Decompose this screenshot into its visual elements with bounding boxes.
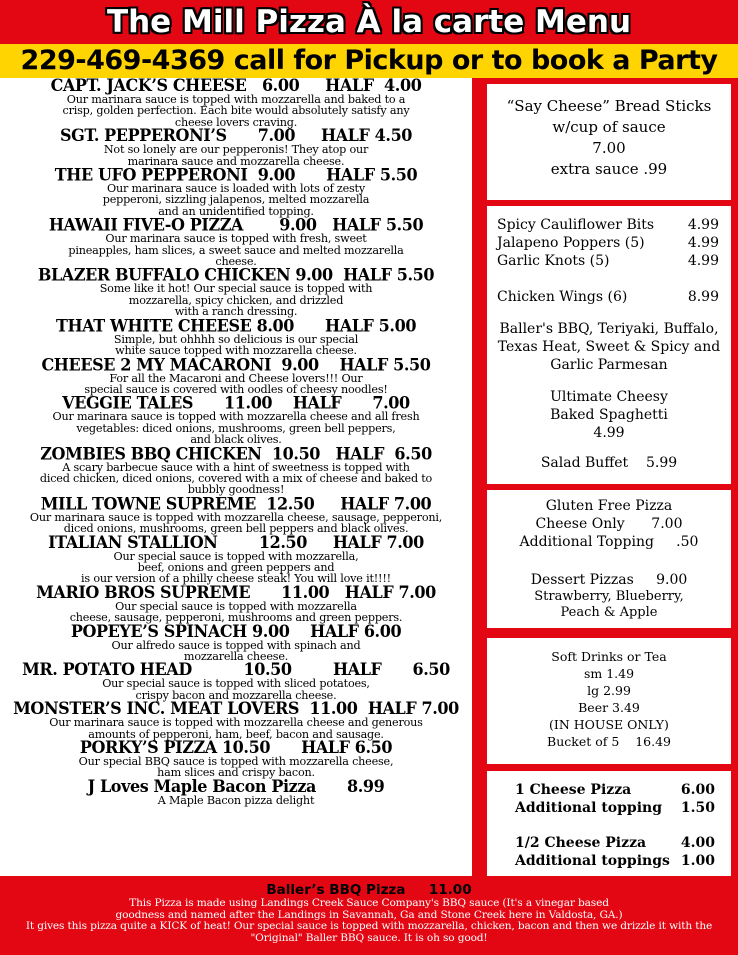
pizza-description: beef, onions and green peppers and <box>137 560 335 574</box>
pizza-description: Our special sauce is topped with sliced potatoes, <box>102 677 370 691</box>
pizza-description: cheese. <box>215 255 257 269</box>
gluten-title: Gluten Free Pizza <box>545 498 673 514</box>
drink-bucket: Bucket of 5 16.49 <box>547 734 671 749</box>
pizza-name: ZOMBIES BBQ CHICKEN 10.50 HALF 6.50 <box>40 443 432 463</box>
pizza-item <box>0 493 472 536</box>
drinks-title: Soft Drinks or Tea <box>551 649 667 664</box>
pizza-name: CAPT. JACK’S CHEESE 6.00 HALF 4.00 <box>50 78 422 96</box>
pizza-item <box>0 659 472 702</box>
pizza-description: mozzarella cheese. <box>183 650 289 663</box>
pizza-name: BLAZER BUFFALO CHICKEN 9.00 HALF 5.50 <box>37 264 435 285</box>
pizza-description: and an unidentified topping. <box>158 204 314 218</box>
pizza-description: and black olives. <box>190 433 282 447</box>
dessert-flavors: Peach & Apple <box>560 605 658 620</box>
pizza-description: is our version of a philly cheese steak! You will love it!!!! <box>81 572 391 586</box>
ballers-text: This Pizza is made using Landings Creek Sauce Company's BBQ sauce (It's a vinegar based <box>129 897 609 909</box>
pizza-description: diced chicken, diced onions, covered with a mix of cheese and baked to <box>39 471 433 485</box>
drink-lg: lg 2.99 <box>587 683 631 698</box>
salad-buffet: Salad Buffet 5.99 <box>540 455 678 471</box>
pizza-description: white sauce topped with mozzarella cheese. <box>115 344 357 358</box>
sides-box <box>487 206 731 484</box>
pizza-description: with a ranch dressing. <box>174 305 298 319</box>
pizza-description: mozzarella, spicy chicken, and drizzled <box>128 293 344 307</box>
pizza-description: A scary barbecue sauce with a hint of sweetness is topped with <box>62 460 410 474</box>
pizza-description: crispy bacon and mozzarella cheese. <box>135 688 337 702</box>
pizza-name: ITALIAN STALLION 12.50 HALF 7.00 <box>48 532 424 553</box>
ballers-bbq-section <box>0 876 738 955</box>
pizza-description: pineapples, ham slices, a sweet sauce and melted mozzarella <box>68 243 404 257</box>
pizza-item <box>0 776 472 807</box>
pizza-name: SGT. PEPPERONI’S 7.00 HALF 4.50 <box>59 125 413 146</box>
build-item: 1 Cheese Pizza 6.00 <box>515 782 715 798</box>
pizza-description: A Maple Bacon pizza delight <box>157 793 315 807</box>
pizza-item <box>0 737 472 780</box>
wings-item: Chicken Wings (6) 8.99 <box>497 289 719 305</box>
pizza-description: diced onions, mushrooms, green bell peppers and black olives. <box>63 522 409 536</box>
pizza-item <box>0 532 472 586</box>
pizza-description: special sauce is covered with oodles of cheesy noodles! <box>84 382 388 396</box>
pizza-item <box>0 354 472 396</box>
pizza-description: Our special sauce is topped with mozzarella, <box>113 549 359 563</box>
pizza-description: Our alfredo sauce is topped with spinach and <box>111 638 361 652</box>
pizza-item <box>0 315 472 358</box>
pizza-item <box>0 78 472 128</box>
pizza-item <box>0 214 472 269</box>
pizza-description: marinara sauce and mozzarella cheese. <box>127 154 345 168</box>
pizza-description: cheese lovers craving. <box>174 115 298 129</box>
pizza-name: CHEESE 2 MY MACARONI 9.00 HALF 5.50 <box>41 354 431 374</box>
pizza-name: MARIO BROS SUPREME 11.00 HALF 7.00 <box>36 582 436 603</box>
pizza-name: MR. POTATO HEAD 10.50 HALF 6.50 <box>22 659 450 680</box>
gluten-cheese: Cheese Only 7.00 <box>535 516 683 532</box>
pizza-description: Our marinara sauce is topped with mozzarella cheese and all fresh <box>52 410 420 424</box>
drink-inhouse: (IN HOUSE ONLY) <box>549 717 669 732</box>
pizza-name: THE UFO PEPPERONI 9.00 HALF 5.50 <box>54 164 418 185</box>
wing-sauces: Texas Heat, Sweet & Spicy and <box>497 339 721 355</box>
breadsticks-subtitle: w/cup of sauce <box>552 118 666 136</box>
pizza-description: Our special BBQ sauce is topped with mozzarella cheese, <box>78 755 394 769</box>
spaghetti-price: 4.99 <box>593 425 625 441</box>
spaghetti: Baked Spaghetti <box>550 407 668 423</box>
pizza-description: bubbly goodness! <box>187 483 285 497</box>
pizza-item <box>0 125 472 168</box>
side-item: Jalapeno Poppers (5) 4.99 <box>497 235 719 251</box>
menu-title: The Mill Pizza À la carte Menu <box>0 0 738 44</box>
side-item: Garlic Knots (5) 4.99 <box>497 253 719 269</box>
ballers-text: "Original" Baller BBQ sauce. It is oh so good! <box>250 931 488 944</box>
wing-sauces: Garlic Parmesan <box>550 357 668 373</box>
pizza-item <box>0 264 472 319</box>
gluten-free-box <box>487 490 731 628</box>
drink-beer: Beer 3.49 <box>578 700 640 715</box>
build-item: Additional toppings 1.00 <box>515 853 715 869</box>
pizza-name: MILL TOWNE SUPREME 12.50 HALF 7.00 <box>40 493 432 514</box>
pizza-item <box>0 443 472 497</box>
pizza-description: For all the Macaroni and Cheese lovers!!! Our <box>109 371 363 385</box>
pizza-description: Our marinara sauce is loaded with lots of zesty <box>107 182 365 196</box>
pizza-description: Some like it hot! Our special sauce is topped with <box>99 282 373 296</box>
pizza-name: HAWAII FIVE-O PIZZA 9.00 HALF 5.50 <box>48 214 424 235</box>
breadsticks-price: 7.00 <box>592 139 626 157</box>
drinks-box <box>487 638 731 764</box>
pizza-description: Our special sauce is topped with mozzarella <box>115 599 357 613</box>
drink-sm: sm 1.49 <box>583 666 635 681</box>
pizza-name: PORKY’S PIZZA 10.50 HALF 6.50 <box>79 737 393 758</box>
pizza-item <box>0 392 472 447</box>
pizza-name: J Loves Maple Bacon Pizza 8.99 <box>87 776 385 797</box>
breadsticks-box <box>487 84 731 200</box>
pizza-description: amounts of pepperoni, ham, beef, bacon and sausage. <box>88 727 384 741</box>
pizza-description: cheese, sausage, pepperoni, mushrooms and green peppers. <box>69 611 403 625</box>
pizza-item <box>0 698 472 741</box>
side-item: Spicy Cauliflower Bits 4.99 <box>497 217 719 233</box>
spaghetti: Ultimate Cheesy <box>550 389 668 405</box>
build-item: 1/2 Cheese Pizza 4.00 <box>515 835 715 851</box>
dessert-pizzas: Dessert Pizzas 9.00 <box>530 572 688 588</box>
ballers-title: Baller’s BBQ Pizza 11.00 <box>266 882 472 898</box>
pizza-name: MONSTER’S INC. MEAT LOVERS 11.00 HALF 7.00 <box>13 698 459 719</box>
dessert-flavors: Strawberry, Blueberry, <box>534 589 684 604</box>
phone-banner: 229-469-4369 call for Pickup or to book a Party <box>0 44 738 78</box>
build-item: Additional topping 1.50 <box>515 800 715 816</box>
build-your-own-box <box>487 771 731 876</box>
breadsticks-title: “Say Cheese” Bread Sticks <box>506 97 712 115</box>
pizza-item <box>0 164 472 218</box>
pizza-item <box>0 582 472 625</box>
pizza-name: THAT WHITE CHEESE 8.00 HALF 5.00 <box>55 315 417 336</box>
pizza-description: Our marinara sauce is topped with mozzarella cheese and generous <box>49 716 423 730</box>
pizza-description: Our marinara sauce is topped with fresh, sweet <box>105 232 367 246</box>
pizza-description: crisp, golden perfection. Each bite would absolutely satisfy any <box>62 104 410 118</box>
pizza-description: Our marinara sauce is topped with mozzarella cheese, sausage, pepperoni, <box>29 510 443 524</box>
pizza-name: VEGGIE TALES 11.00 HALF 7.00 <box>62 392 410 413</box>
pizza-description: vegetables: diced onions, mushrooms, green bell peppers, <box>76 421 396 435</box>
pizza-item <box>0 621 472 663</box>
pizza-name: POPEYE’S SPINACH 9.00 HALF 6.00 <box>70 621 402 642</box>
pizza-description: Simple, but ohhhh so delicious is our special <box>113 332 359 346</box>
breadsticks-extra: extra sauce .99 <box>550 160 668 178</box>
pizza-description: Not so lonely are our pepperonis! They atop our <box>103 143 369 157</box>
wing-sauces: Baller's BBQ, Teriyaki, Buffalo, <box>499 321 719 337</box>
ballers-text: It gives this pizza quite a KICK of heat! Our special sauce is topped with mozzarella, chicken, bacon and then we drizzle it with the <box>25 920 713 932</box>
gluten-topping: Additional Topping .50 <box>519 534 699 550</box>
pizza-list <box>0 78 472 876</box>
pizza-description: pepperoni, sizzling jalapenos, melted mozzarella <box>102 193 370 207</box>
ballers-text: goodness and named after the Landings in Savannah, Ga and Stone Creek here in Valdosta, GA.) <box>115 908 623 921</box>
pizza-description: ham slices and crispy bacon. <box>157 766 315 780</box>
pizza-description: Our marinara sauce is topped with mozzarella and baked to a <box>66 93 406 106</box>
